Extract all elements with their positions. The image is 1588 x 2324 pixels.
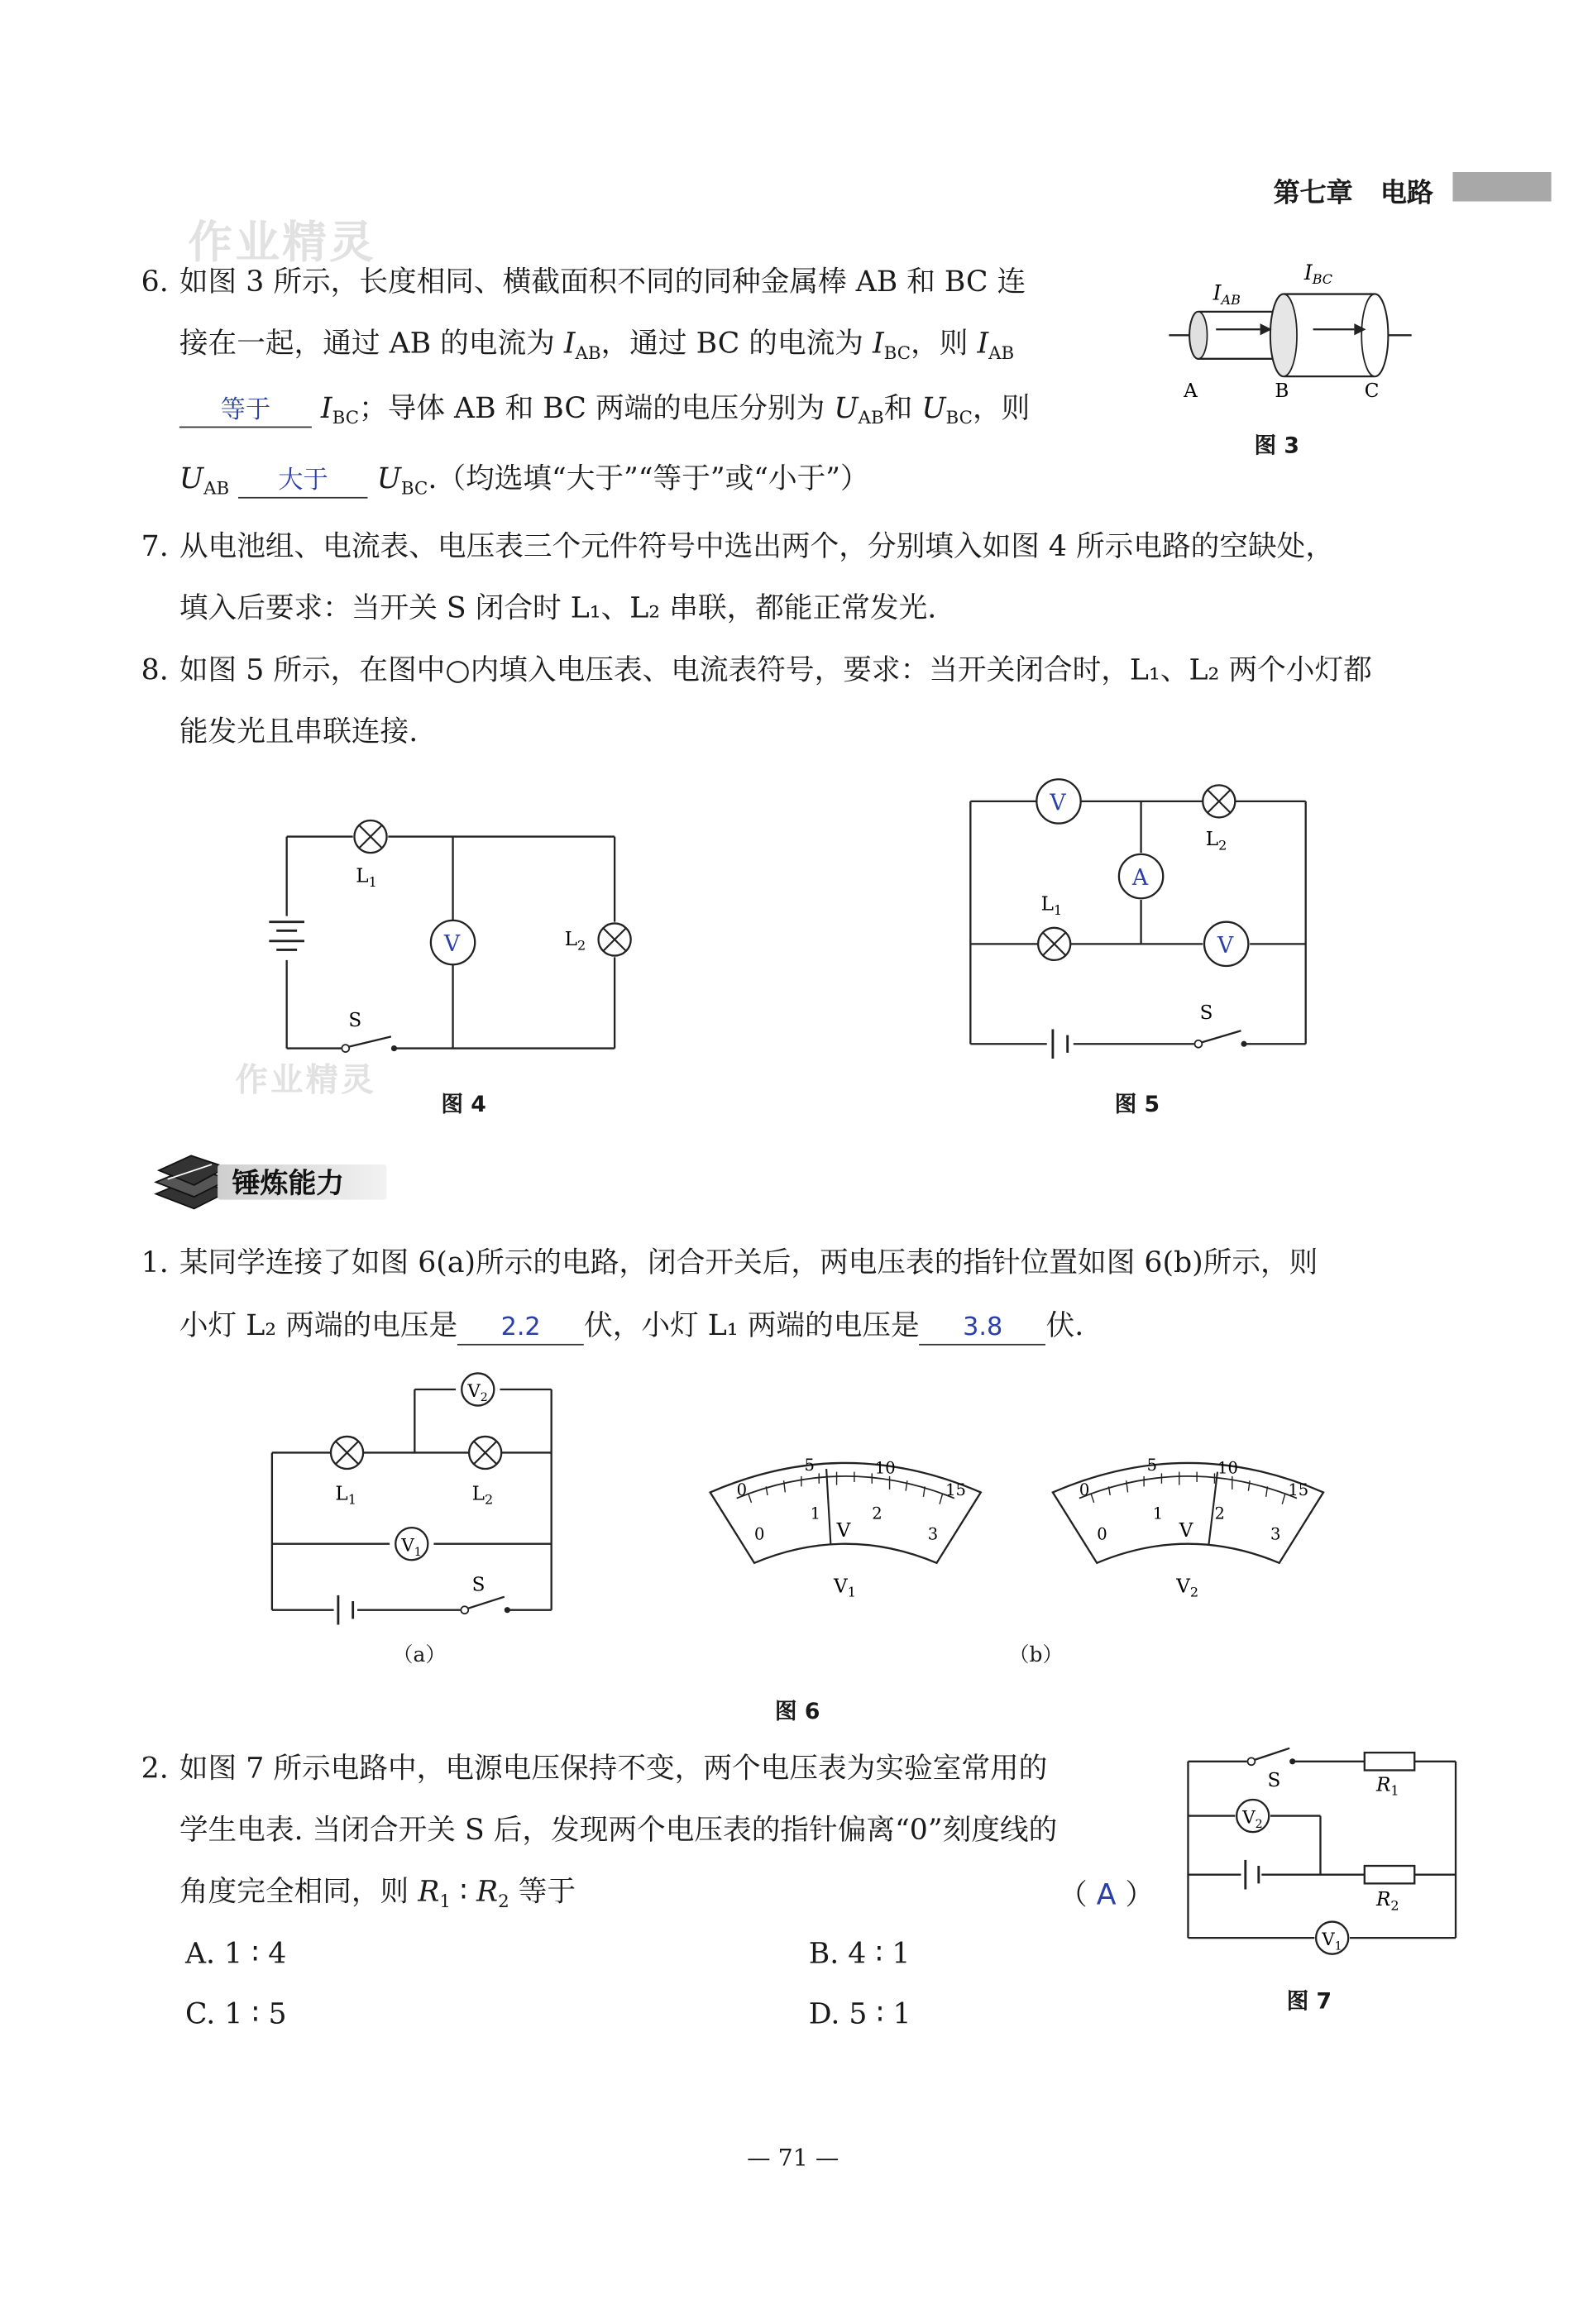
fig7-voltmeter-v2 — [1236, 1800, 1269, 1832]
q7-line1 — [141, 529, 1334, 565]
meter2-body — [1053, 1463, 1323, 1563]
meter2-top-5: 5 — [1146, 1455, 1158, 1475]
fig6a-label-s: S — [471, 1574, 485, 1596]
fig6a-caption: （a） — [392, 1643, 447, 1668]
p2-text3a: 角度完全相同，则 — [179, 1874, 419, 1909]
sym-r: R — [476, 1874, 499, 1909]
fig4-lamp-l1 — [354, 820, 386, 853]
q6-answer1: 等于 — [179, 394, 312, 428]
fig3-label-ibc: $I_{BC}$ — [1303, 260, 1333, 288]
sub-ab: AB — [575, 342, 601, 364]
meter2-unit: V — [1179, 1519, 1193, 1542]
meter1-bottom-1: 1 — [810, 1504, 821, 1523]
chapter-header — [1274, 172, 1433, 210]
fig5-lamp-l1 — [1038, 928, 1070, 960]
sub-bc: BC — [400, 477, 428, 499]
p2-option-d: D. 5 ∶ 1 — [808, 1996, 911, 2031]
figure-6b-meter-v2 — [1041, 1448, 1336, 1603]
watermark-top: 作业精灵 — [188, 218, 377, 270]
fig3-caption: 图 3 — [1254, 432, 1299, 459]
fig5-label-l2: $L_2$ — [1205, 829, 1227, 854]
figure-6b-meter-v1 — [698, 1448, 992, 1603]
meter2-name: $V_2$ — [1176, 1576, 1199, 1600]
q7-line2 — [179, 591, 936, 627]
fig7-v1-label: $V_1$ — [1322, 1929, 1342, 1953]
fig4-battery — [269, 922, 304, 950]
fig7-battery — [1246, 1860, 1259, 1890]
fig4-label-s: S — [348, 1009, 362, 1031]
sub-bc: BC — [945, 407, 973, 428]
p2-line2 — [179, 1813, 1057, 1848]
meter2-bottom-1: 1 — [1152, 1504, 1164, 1523]
fig4-label-l2: $L_2$ — [564, 929, 586, 954]
p1-text2a: 小灯 L₂ 两端的电压是 — [179, 1308, 458, 1343]
q7-text2: 填入后要求：当开关 S 闭合时 L₁、L₂ 串联，都能正常发光. — [179, 591, 937, 625]
q6-text2a: 接在一起，通过 AB 的电流为 — [179, 326, 564, 361]
q6-text2c: ，则 — [911, 326, 978, 361]
sym-u: U — [376, 461, 401, 496]
sym-i: I — [563, 326, 576, 361]
meter1-unit: V — [836, 1519, 851, 1542]
chapter-title: 电路 — [1380, 178, 1434, 209]
sub-2: 2 — [498, 1891, 509, 1912]
fig3-label-a: A — [1184, 380, 1198, 403]
meter1-bottom-0: 0 — [754, 1524, 765, 1544]
fig5-ammeter — [1119, 854, 1163, 898]
q8-line1 — [141, 653, 1372, 688]
meter2-bottom-2: 2 — [1214, 1504, 1225, 1523]
p1-text1: 某同学连接了如图 6(a)所示的电路，闭合开关后，两电压表的指针位置如图 6(b)所示，则 — [179, 1245, 1318, 1279]
p1-answer1: 2.2 — [457, 1312, 584, 1346]
fig6a-switch — [461, 1597, 510, 1614]
fig3-label-iab: $I_{AB}$ — [1213, 280, 1241, 308]
fig3-rod-bc-far — [1361, 294, 1388, 377]
sym-i: I — [872, 326, 884, 361]
q6-text4: .（均选填“大于”“等于”或“小于”） — [428, 461, 869, 496]
sub-ab: AB — [988, 342, 1015, 364]
fig5-label-s: S — [1199, 1002, 1213, 1025]
meter1-top-5: 5 — [804, 1455, 815, 1475]
q6-text1: 如图 3 所示，长度相同、横截面积不同的同种金属棒 AB 和 BC 连 — [179, 265, 1026, 299]
meter1-top-10: 10 — [874, 1458, 896, 1478]
p1-text2b: 伏，小灯 L₁ 两端的电压是 — [584, 1308, 920, 1343]
q6-line2 — [179, 327, 1014, 371]
p2-option-c: C. 1 ∶ 5 — [185, 1996, 287, 2031]
watermark-mid: 作业精灵 — [235, 1063, 377, 1100]
meter2-bottom-3: 3 — [1270, 1524, 1281, 1544]
sym-i: I — [977, 326, 989, 361]
p2-text3b: ∶ — [450, 1874, 477, 1909]
fig6a-voltmeter-v1 — [395, 1528, 428, 1560]
meter2-top-0: 0 — [1079, 1480, 1090, 1500]
fig6-caption: 图 6 — [774, 1698, 820, 1725]
p2-line1 — [141, 1751, 1048, 1786]
fig7-resistor-r1 — [1365, 1753, 1414, 1770]
meter2-top-15: 15 — [1288, 1480, 1309, 1500]
fig7-resistor-r2 — [1365, 1866, 1414, 1883]
q6-text3b: 和 — [883, 390, 922, 425]
svg-text:V: V — [1050, 790, 1066, 816]
q6-text3a: ；导体 AB 和 BC 两端的电压分别为 — [359, 390, 835, 425]
paren-close: ） — [1125, 1877, 1155, 1912]
fig6a-lamp-l1 — [331, 1437, 363, 1469]
sub-bc: BC — [883, 342, 911, 364]
p2-text3c: 等于 — [509, 1874, 576, 1909]
p2-text2: 学生电表. 当闭合开关 S 后，发现两个电压表的指针偏离“0”刻度线的 — [179, 1813, 1058, 1847]
fig7-caption: 图 7 — [1286, 1987, 1332, 2015]
meter1-body — [710, 1463, 981, 1563]
p1-line2 — [179, 1308, 1083, 1345]
q6-text3c: ，则 — [972, 390, 1031, 425]
p2-text1: 如图 7 所示电路中，电源电压保持不变，两个电压表为实验室常用的 — [179, 1751, 1048, 1786]
section-banner — [147, 1147, 390, 1215]
fig5-label-l1: $L_1$ — [1040, 893, 1063, 918]
sub-1: 1 — [439, 1891, 451, 1912]
fig4-switch — [342, 1036, 397, 1052]
q6-answer2: 大于 — [238, 465, 367, 499]
p2-option-a: A. 1 ∶ 4 — [185, 1936, 287, 1971]
sym-u: U — [834, 390, 859, 425]
sym-i: I — [320, 390, 332, 425]
meter1-top-0: 0 — [736, 1480, 748, 1500]
fig5-lamp-l2 — [1203, 785, 1235, 817]
header-bar — [1452, 172, 1551, 202]
sym-u: U — [921, 390, 946, 425]
fig7-label-r2: $R_2$ — [1376, 1889, 1399, 1914]
fig7-label-s: S — [1267, 1770, 1281, 1792]
fig6a-lamp-l2 — [469, 1437, 501, 1469]
fig7-voltmeter-v1 — [1316, 1922, 1348, 1954]
meter1-bottom-2: 2 — [872, 1504, 882, 1523]
p2-line3 — [179, 1875, 576, 1919]
fig5-caption: 图 5 — [1114, 1091, 1160, 1118]
fig6a-v2-label: $V_2$ — [467, 1380, 488, 1405]
fig7-v2-label: $V_2$ — [1242, 1807, 1263, 1831]
q8-text1: 如图 5 所示，在图中○内填入电压表、电流表符号，要求：当开关闭合时，L₁、L₂ 两个小灯都 — [179, 653, 1372, 687]
sub-bc: BC — [332, 407, 360, 428]
fig7-label-r1: $R_1$ — [1376, 1774, 1399, 1799]
fig4-lamp-l2 — [599, 923, 631, 955]
section-title: 锤炼能力 — [232, 1167, 345, 1200]
fig6b-caption: （b） — [1008, 1643, 1064, 1668]
meter1-bottom-3: 3 — [927, 1524, 939, 1544]
q6-text2b: ，通过 BC 的电流为 — [600, 326, 873, 361]
q8-text2: 能发光且串联连接. — [179, 715, 419, 748]
fig6a-voltmeter-v2 — [462, 1373, 494, 1405]
chapter-label: 第七章 — [1273, 178, 1353, 209]
sym-u: U — [179, 461, 204, 496]
fig3-label-c: C — [1364, 380, 1380, 403]
fig7-switch — [1247, 1748, 1295, 1765]
meter1-top-15: 15 — [945, 1480, 967, 1500]
q8-line2 — [179, 715, 418, 750]
paren-open: （ — [1059, 1877, 1088, 1912]
figure-5 — [956, 772, 1323, 1059]
fig3-rod-bc-end — [1270, 294, 1297, 377]
fig6a-v1-label: $V_1$ — [401, 1535, 422, 1559]
p2-number: 2. — [141, 1751, 169, 1786]
page-number: — 71 — — [747, 2144, 839, 2172]
figure-6a — [257, 1367, 573, 1632]
p1-number: 1. — [141, 1245, 169, 1279]
q7-text1: 从电池组、电流表、电压表三个元件符号中选出两个，分别填入如图 4 所示电路的空缺处， — [179, 529, 1335, 563]
fig6a-label-l1: $L_1$ — [335, 1483, 356, 1508]
meter2-top-10: 10 — [1217, 1458, 1238, 1478]
fig6a-battery — [338, 1595, 353, 1625]
fig4-voltmeter — [431, 921, 475, 964]
q8-number: 8. — [141, 653, 169, 687]
p2-option-b: B. 4 ∶ 1 — [808, 1936, 911, 1971]
svg-text:A: A — [1131, 865, 1149, 892]
fig5-voltmeter-right — [1204, 922, 1248, 966]
p2-answer: A — [1096, 1877, 1117, 1912]
p2-answer-paren — [1059, 1877, 1154, 1913]
meter1-name: $V_1$ — [834, 1576, 856, 1600]
fig3-rod-ab-end — [1189, 312, 1207, 359]
fig3-label-b: B — [1275, 380, 1289, 403]
p1-answer2: 3.8 — [920, 1312, 1046, 1346]
figure-4 — [250, 816, 662, 1066]
sub-ab: AB — [203, 477, 230, 499]
fig6a-label-l2: $L_2$ — [471, 1483, 494, 1508]
sym-r: R — [418, 1874, 440, 1909]
p1-line1 — [141, 1246, 1318, 1281]
fig4-label-l1: $L_1$ — [356, 865, 377, 891]
p1-text2c: 伏. — [1045, 1308, 1084, 1343]
figure-7 — [1176, 1735, 1471, 1956]
q7-number: 7. — [141, 529, 169, 563]
q6-line3 — [179, 391, 1030, 435]
meter2-bottom-0: 0 — [1097, 1524, 1107, 1544]
q6-line4 — [179, 461, 869, 505]
sub-ab: AB — [858, 407, 884, 428]
svg-text:V: V — [1217, 933, 1234, 959]
q6-line1 — [141, 265, 1026, 300]
figure-3 — [1155, 250, 1419, 412]
svg-text:V: V — [443, 931, 461, 958]
fig4-caption: 图 4 — [441, 1091, 486, 1118]
fig5-voltmeter-top — [1036, 779, 1080, 823]
fig5-switch — [1194, 1030, 1246, 1047]
q6-number: 6. — [141, 265, 169, 299]
fig5-battery — [1053, 1029, 1068, 1059]
